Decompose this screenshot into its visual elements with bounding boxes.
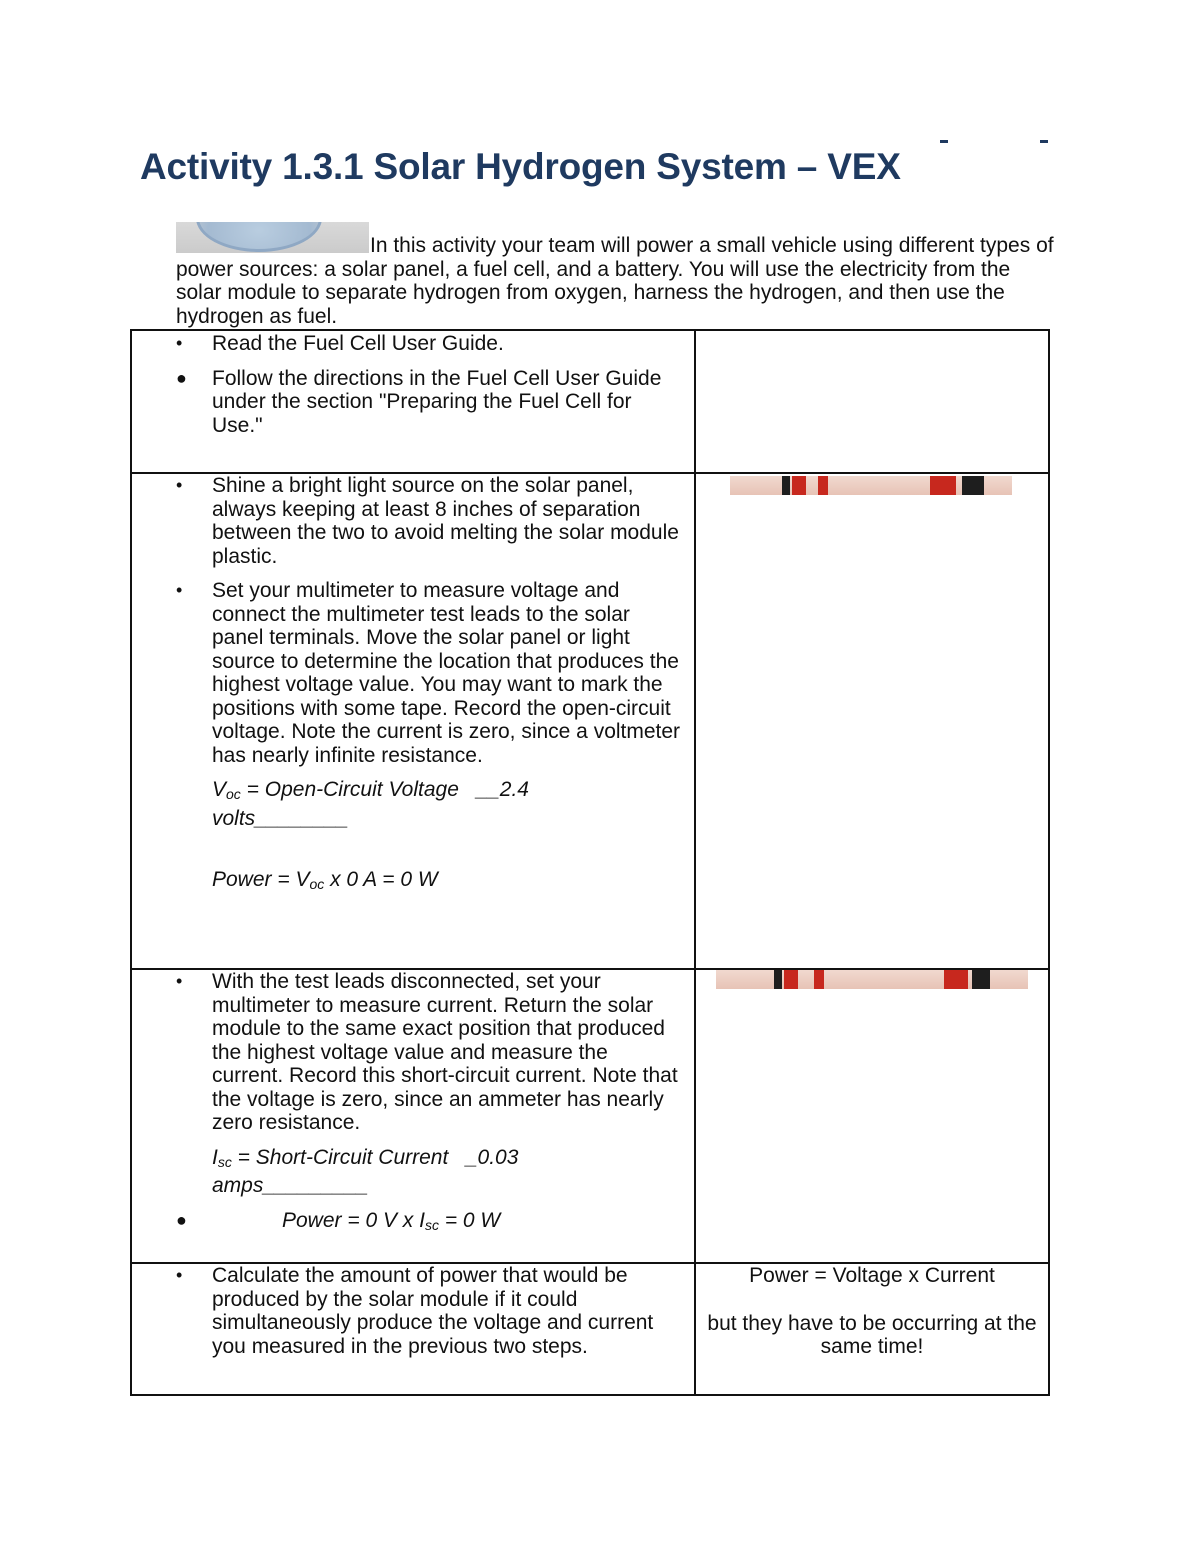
voc-power-formula: Power = $V_{oc}$ x 0 A = 0 W	[212, 868, 438, 892]
activity-table	[130, 329, 1050, 1396]
bullet-icon: •	[176, 475, 183, 495]
intro-paragraph: In this activity your team will power a small vehicle using different types of power sources: a solar panel, a fuel cell, and a battery. You will use the electricity from the solar module to separate hydrogen from oxygen, harness the hydrogen, and then use the hydrogen as fuel.	[176, 234, 1054, 328]
list-item: • Read the Fuel Cell User Guide.	[176, 332, 504, 355]
list-item: • Calculate the amount of power that would be produced by the solar module if it could simultaneously produce the voltage and current you measured in the previous two steps.	[176, 1264, 654, 1358]
multimeter-leads-photo	[730, 476, 1012, 495]
bullet-icon: ●	[176, 1209, 187, 1230]
power-definition: Power = Voltage x Current	[749, 1264, 995, 1287]
row-2-instructions	[132, 474, 692, 908]
row-2-figure	[696, 474, 1048, 968]
isc-formula: $I_{sc}$ = Short-Circuit Current _0.03 amps_________	[212, 1145, 519, 1197]
row-3-figure	[696, 970, 1048, 1262]
row-3-instructions	[132, 970, 692, 1248]
isc-answer: _0.03	[465, 1145, 519, 1169]
bullet-icon: ●	[176, 367, 187, 388]
list-item: • Set your multimeter to measure voltage and connect the multimeter test leads to the solar panel terminals. Move the solar panel or light source to determine the location that produces the highest voltage value. You may want to mark the positions with some tape. Record the open-circuit voltage. Note the current is zero, since a voltmeter has nearly infinite resistance.	[176, 579, 681, 767]
row-1-figure	[696, 331, 1048, 472]
bullet-icon: •	[176, 971, 183, 991]
isc-power-formula: Power = 0 V x $I_{sc} = 0$ W	[282, 1208, 501, 1233]
power-note: but they have to be occurring at the same time!	[707, 1311, 1037, 1358]
voc-answer: __2.4	[476, 778, 529, 801]
row-1-instructions	[132, 332, 692, 448]
voc-formula: $V_{oc}$ = Open-Circuit Voltage __2.4 volts________	[212, 778, 529, 830]
list-item: ● Follow the directions in the Fuel Cell User Guide under the section "Preparing the Fuel Cell for Use."	[176, 366, 662, 437]
header-decoration	[880, 128, 1060, 150]
list-item: • Shine a bright light source on the solar panel, always keeping at least 8 inches of separation between the two to avoid melting the solar module plastic.	[176, 474, 679, 568]
bullet-icon: •	[176, 580, 183, 600]
row-4-instructions	[132, 1264, 692, 1369]
multimeter-leads-photo	[716, 970, 1028, 989]
bullet-icon: •	[176, 333, 183, 353]
row-4-notes	[696, 1264, 1048, 1359]
bullet-icon: •	[176, 1265, 183, 1285]
page-title: Activity 1.3.1 Solar Hydrogen System – VEX	[140, 146, 901, 187]
list-item: • With the test leads disconnected, set your multimeter to measure current. Return the solar module to the same exact position that produced the highest voltage value and measure the current. Record this short-circuit current. Note that the voltage is zero, since an ammeter has nearly zero resistance.	[176, 970, 678, 1134]
